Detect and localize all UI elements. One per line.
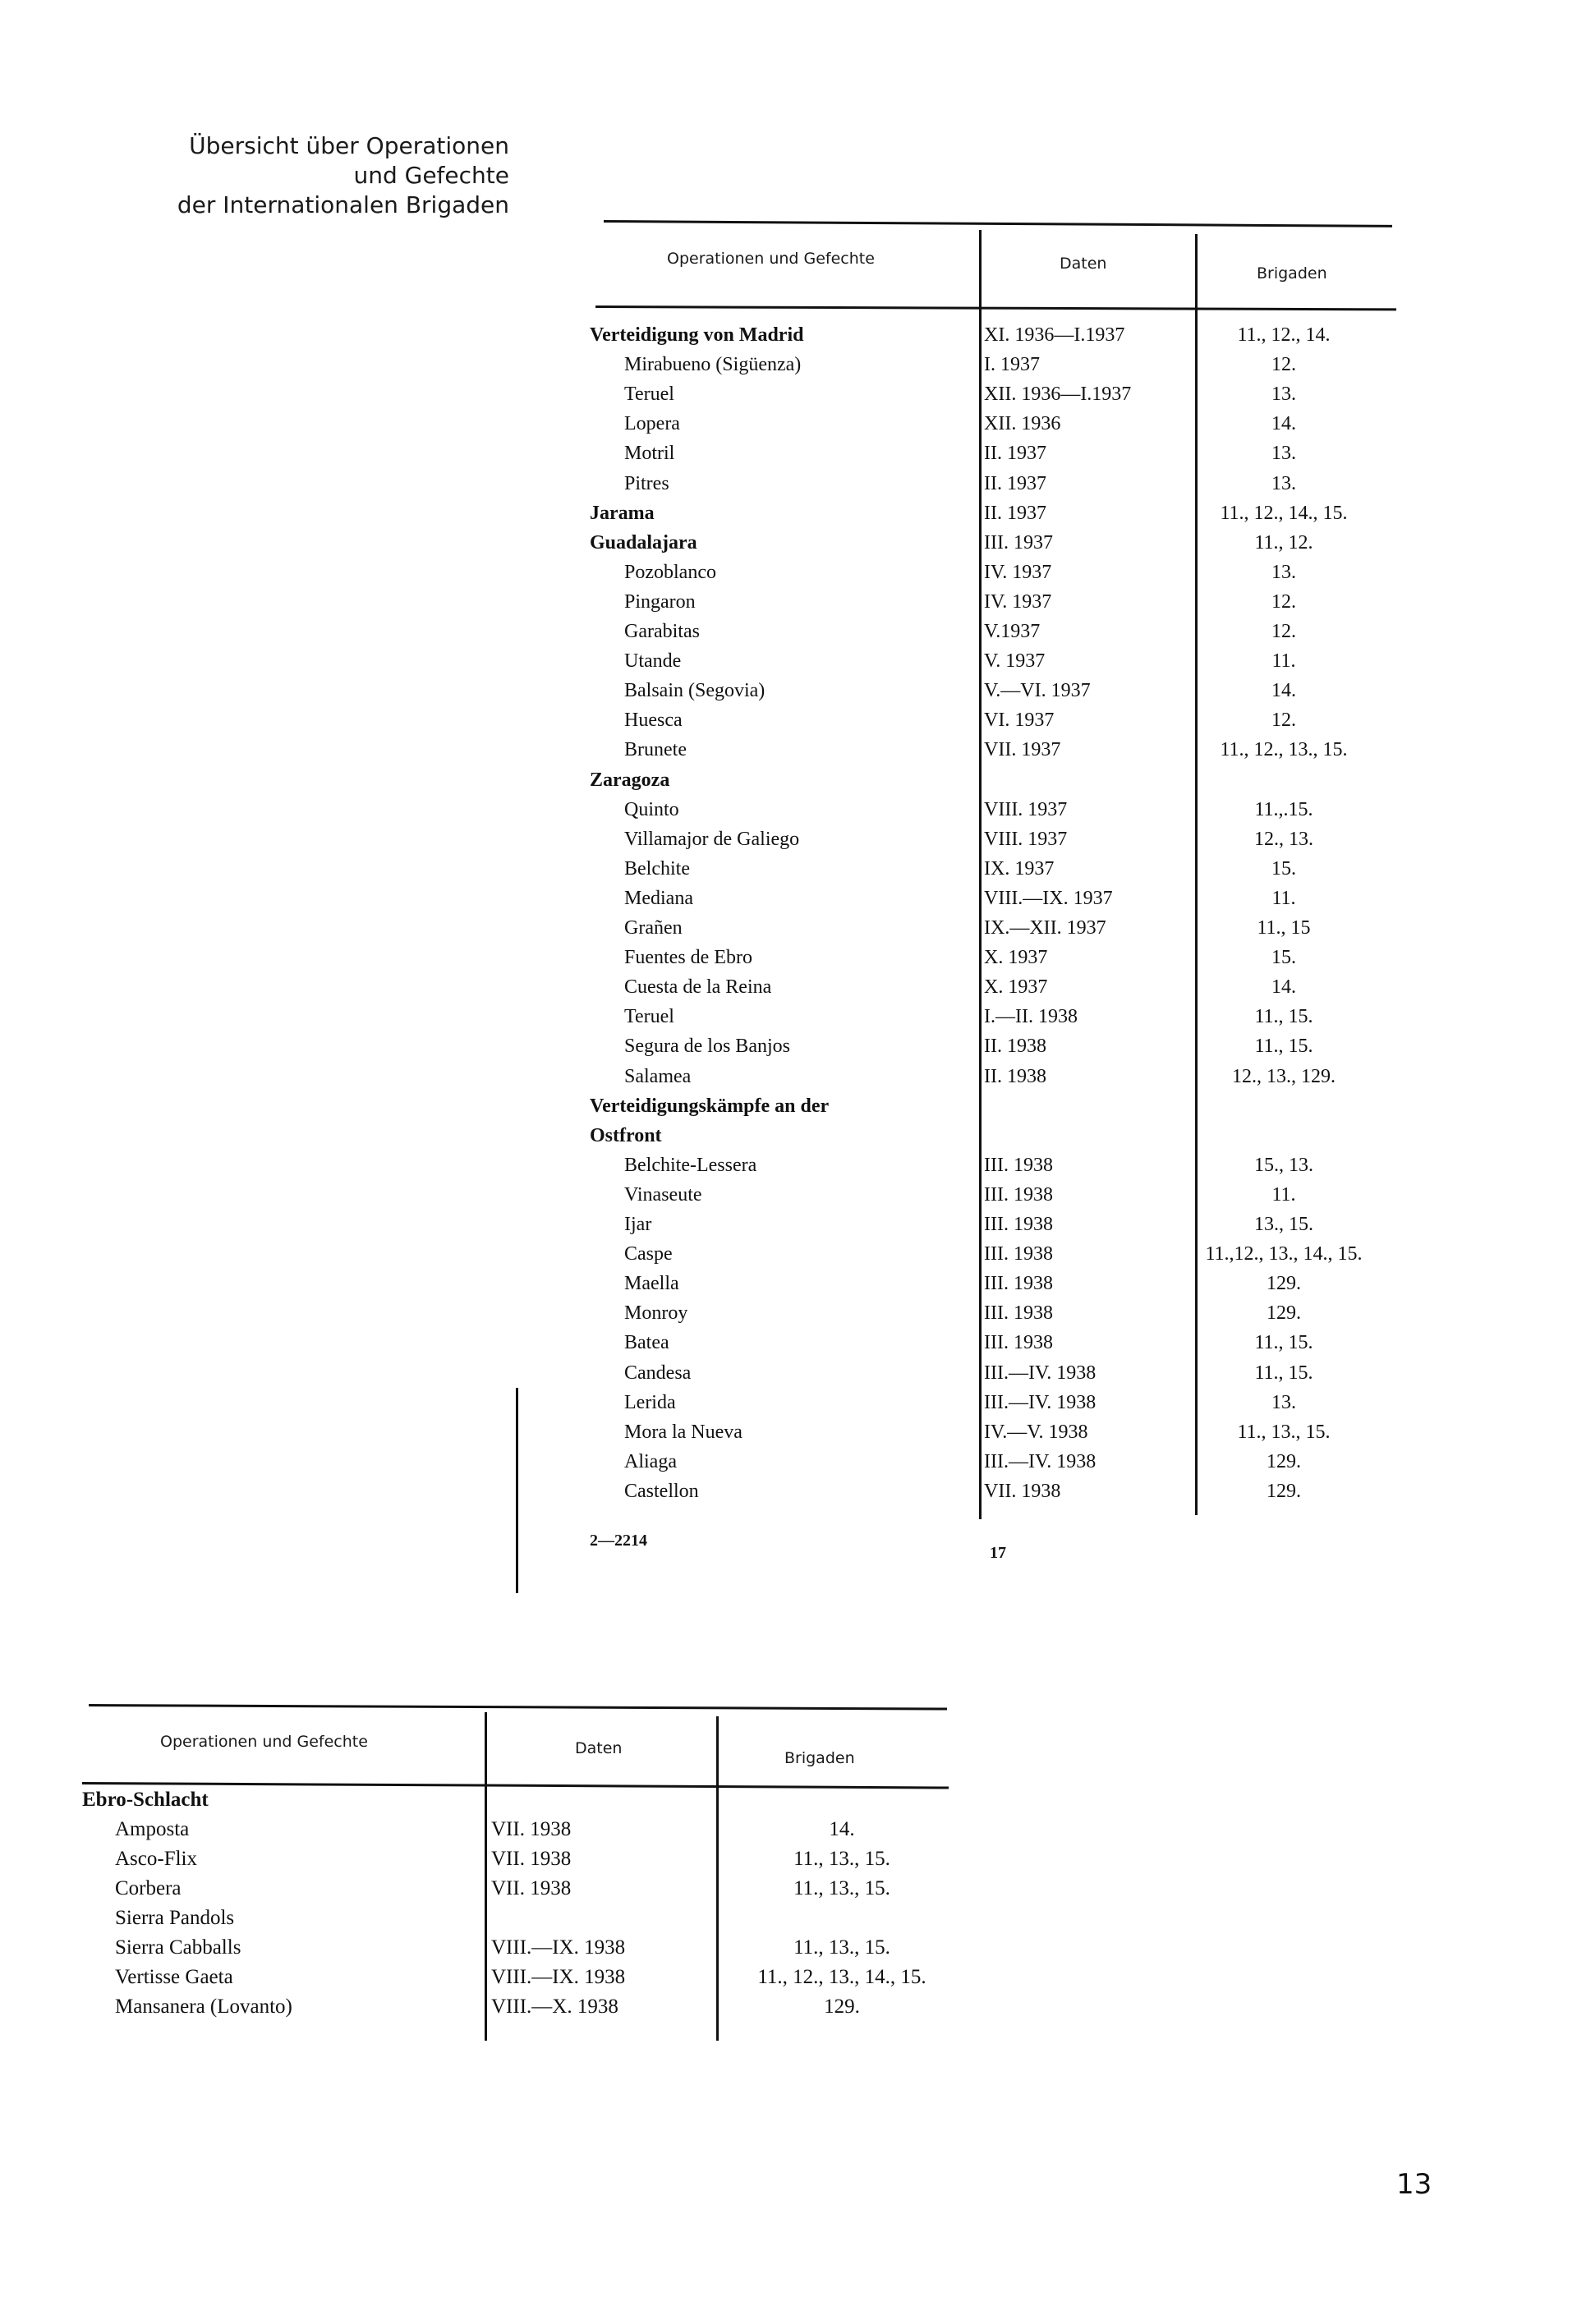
operation-brigades: 11., 15. (1254, 1332, 1313, 1354)
operation-date: VIII. 1937 (984, 798, 1068, 820)
operation-date: VIII.—IX. 1937 (984, 887, 1113, 909)
table-row (590, 621, 1411, 648)
operation-date: VIII.—X. 1938 (491, 1996, 618, 2018)
table-row (590, 562, 1411, 589)
column-header-dates: Daten (1060, 255, 1107, 273)
table-row (82, 1966, 926, 1993)
operation-brigades: 14. (829, 1818, 855, 1840)
table-row (590, 384, 1411, 411)
operation-date: III. 1938 (984, 1243, 1053, 1265)
table-row (590, 1155, 1411, 1182)
table-row (590, 532, 1411, 559)
signature-mark: 2—2214 (590, 1532, 647, 1550)
table-row (590, 503, 1411, 530)
operation-date: III. 1938 (984, 1273, 1053, 1295)
operation-name: Teruel (624, 384, 674, 406)
table-row (590, 591, 1411, 618)
operation-brigades: 12. (1271, 590, 1296, 613)
operation-brigades: 11., 15. (1254, 1036, 1313, 1058)
operation-brigades: 11., 15 (1257, 917, 1311, 939)
operation-name: Teruel (624, 1006, 674, 1028)
operation-brigades: 129. (1267, 1273, 1301, 1295)
operation-date: VII. 1937 (984, 739, 1061, 761)
operation-brigades: 11., 12., 14., 15. (1220, 502, 1348, 524)
table-row (82, 1789, 903, 1816)
operation-date: III. 1938 (984, 1214, 1053, 1235)
table-row (590, 1332, 1411, 1359)
table-row (590, 1006, 1411, 1033)
operation-name: Villamajor de Galiego (624, 828, 800, 850)
operation-date: III.—IV. 1938 (984, 1391, 1097, 1413)
operation-name: Monroy (624, 1302, 688, 1325)
operation-brigades: 11., 12., 13., 14., 15. (757, 1966, 926, 1988)
operation-brigades: 11., 12. (1254, 531, 1313, 553)
operation-group-name: Ebro-Schlacht (82, 1789, 209, 1811)
operation-name: Segura de los Banjos (624, 1036, 790, 1058)
operation-date: III.—IV. 1938 (984, 1450, 1097, 1472)
operation-name: Belchite (624, 857, 690, 880)
operation-name: Cuesta de la Reina (624, 976, 772, 999)
operation-name: Mansanera (Lovanto) (115, 1996, 292, 2018)
operation-date: XI. 1936—I.1937 (984, 324, 1125, 346)
operation-name: Mediana (624, 887, 693, 909)
operation-date: III. 1937 (984, 531, 1053, 553)
table-row (590, 799, 1411, 826)
page-number: 13 (1396, 2168, 1432, 2201)
operation-name: Castellon (624, 1480, 699, 1502)
operation-name: Amposta (115, 1818, 190, 1840)
inner-page-number: 17 (990, 1544, 1006, 1562)
operation-group-name: Verteidigungskämpfe an der (590, 1095, 830, 1117)
table-row (590, 710, 1411, 737)
heading-line-2: und Gefechte (353, 162, 509, 189)
operation-brigades: 13. (1271, 1391, 1296, 1413)
operation-brigades: 14. (1271, 680, 1296, 702)
operation-brigades: 11., 12., 14. (1237, 324, 1331, 346)
operation-date: I. 1937 (984, 354, 1040, 376)
table-row (590, 1066, 1411, 1093)
operation-name: Asco-Flix (115, 1848, 197, 1870)
operation-name: Sierra Pandols (115, 1907, 235, 1929)
operation-brigades: 13. (1271, 443, 1296, 465)
operation-date: VII. 1938 (491, 1848, 572, 1870)
operation-date: V. 1937 (984, 650, 1046, 673)
operation-date: IV.—V. 1938 (984, 1421, 1088, 1443)
heading-line-3: der Internationalen Brigaden (177, 191, 509, 218)
table-row (590, 1125, 1411, 1152)
table-row (590, 976, 1411, 1004)
operation-name: Vertisse Gaeta (115, 1966, 233, 1988)
operation-name: Belchite-Lessera (624, 1154, 757, 1176)
table-row (590, 1362, 1411, 1389)
lower-column-header-operations: Operationen und Gefechte (160, 1733, 368, 1751)
operation-name: Utande (624, 650, 682, 673)
operation-name: Pozoblanco (624, 561, 716, 583)
operation-group-name: Zaragoza (590, 769, 670, 791)
operation-brigades: 13. (1271, 561, 1296, 583)
table-row (82, 1907, 903, 1934)
operation-brigades: 12. (1271, 354, 1296, 376)
table-row (590, 1243, 1411, 1270)
operation-name: Aliaga (624, 1450, 677, 1472)
operation-name: Lerida (624, 1391, 676, 1413)
operation-brigades: 129. (1267, 1450, 1301, 1472)
table-row (590, 1095, 1411, 1123)
table-row (590, 1273, 1411, 1300)
operation-name: Candesa (624, 1362, 692, 1384)
operation-date: IV. 1937 (984, 590, 1052, 613)
operation-brigades: 11., 13., 15. (1237, 1421, 1331, 1443)
table-row (590, 858, 1411, 885)
table-row (82, 1877, 903, 1904)
operation-brigades: 11. (1271, 1183, 1296, 1206)
operation-brigades: 14. (1271, 413, 1296, 435)
table-row (590, 1392, 1411, 1419)
table-row (590, 1036, 1411, 1063)
table-row (82, 1818, 903, 1845)
operation-brigades: 13. (1271, 384, 1296, 406)
operation-name: Caspe (624, 1243, 673, 1265)
operation-brigades: 11.,.15. (1254, 798, 1313, 820)
table-row (590, 769, 1411, 797)
margin-rule (516, 1388, 518, 1593)
operation-date: IX.—XII. 1937 (984, 917, 1106, 939)
operation-date: VI. 1937 (984, 710, 1055, 732)
operation-name: Maella (624, 1273, 679, 1295)
column-header-brigades: Brigaden (1257, 264, 1327, 282)
operation-name: Sierra Cabballs (115, 1936, 241, 1959)
table-row (590, 650, 1411, 677)
operation-date: III. 1938 (984, 1302, 1053, 1325)
operation-date: X. 1937 (984, 976, 1048, 999)
operation-name: Salamea (624, 1065, 692, 1087)
operation-brigades: 11., 13., 15. (793, 1936, 890, 1959)
table-row (590, 443, 1411, 470)
operation-brigades: 129. (1267, 1302, 1301, 1325)
operation-date: VIII.—IX. 1938 (491, 1936, 626, 1959)
operation-name: Brunete (624, 739, 687, 761)
operation-brigades: 11., 13., 15. (793, 1877, 890, 1899)
operation-date: VII. 1938 (984, 1480, 1061, 1502)
operation-name: Huesca (624, 710, 683, 732)
operation-brigades: 12., 13. (1254, 828, 1313, 850)
operation-date: I.—II. 1938 (984, 1006, 1078, 1028)
operation-brigades: 13. (1271, 472, 1296, 494)
operation-date: II. 1937 (984, 443, 1046, 465)
operation-date: III. 1938 (984, 1332, 1053, 1354)
operation-date: VII. 1938 (491, 1877, 572, 1899)
operation-name: Grañen (624, 917, 683, 939)
operation-date: III. 1938 (984, 1183, 1053, 1206)
table-row (82, 1996, 903, 2023)
table-row (590, 1302, 1411, 1330)
operation-group-name: Ostfront (590, 1124, 662, 1146)
operation-name: Garabitas (624, 621, 700, 642)
operation-name: Lopera (624, 413, 680, 435)
operation-date: VII. 1938 (491, 1818, 572, 1840)
operation-brigades: 14. (1271, 976, 1296, 999)
operation-date: XII. 1936 (984, 413, 1061, 435)
operation-name: Corbera (115, 1877, 182, 1899)
operation-date: IX. 1937 (984, 857, 1055, 880)
operation-name: Pingaron (624, 590, 696, 613)
operation-date: IV. 1937 (984, 561, 1052, 583)
operation-name: Vinaseute (624, 1183, 702, 1206)
heading-line-1: Übersicht über Operationen (189, 132, 509, 159)
operation-group-name: Guadalajara (590, 531, 697, 553)
table-row (590, 1214, 1411, 1241)
operation-brigades: 11. (1271, 887, 1296, 909)
operation-date: X. 1937 (984, 947, 1048, 969)
table-row (590, 947, 1411, 974)
operation-brigades: 11., 15. (1254, 1362, 1313, 1384)
operation-date: III. 1938 (984, 1154, 1053, 1176)
operation-date: VIII. 1937 (984, 828, 1068, 850)
operation-name: Fuentes de Ebro (624, 947, 752, 969)
operation-brigades: 13., 15. (1254, 1214, 1313, 1235)
table-row (590, 1451, 1411, 1478)
operation-brigades: 15. (1271, 947, 1296, 969)
table-row (590, 1184, 1411, 1211)
operation-brigades: 12., 13., 129. (1232, 1065, 1336, 1087)
operation-date: III.—IV. 1938 (984, 1362, 1097, 1384)
operation-date: XII. 1936—I.1937 (984, 384, 1132, 406)
operation-brigades: 12. (1271, 621, 1296, 642)
operation-brigades: 129. (824, 1996, 860, 2018)
table-row (590, 1421, 1411, 1449)
table-row (590, 739, 1411, 766)
table-row (82, 1936, 903, 1963)
operation-date: II. 1938 (984, 1036, 1046, 1058)
table-row (590, 1481, 1411, 1508)
table-row (590, 324, 1411, 351)
operation-brigades: 15. (1271, 857, 1296, 880)
operation-brigades: 11. (1271, 650, 1296, 673)
operation-brigades: 15., 13. (1254, 1154, 1313, 1176)
column-header-operations: Operationen und Gefechte (667, 250, 875, 268)
operation-name: Motril (624, 443, 675, 465)
operation-name: Ijar (624, 1214, 652, 1235)
operation-name: Balsain (Segovia) (624, 680, 766, 702)
operation-name: Quinto (624, 798, 679, 820)
operation-group-name: Jarama (590, 502, 655, 524)
table-row (590, 354, 1411, 381)
table-row (82, 1848, 903, 1875)
table-row (590, 829, 1411, 856)
table-row (590, 888, 1411, 915)
operation-name: Pitres (624, 472, 669, 494)
operation-date: VIII.—IX. 1938 (491, 1966, 626, 1988)
page-heading (123, 131, 509, 220)
operation-brigades: 11.,12., 13., 14., 15. (1205, 1243, 1363, 1265)
table-row (590, 413, 1411, 440)
operation-name: Batea (624, 1332, 669, 1354)
operation-date: II. 1937 (984, 472, 1046, 494)
operation-name: Mora la Nueva (624, 1421, 743, 1443)
lower-column-header-dates: Daten (575, 1739, 623, 1757)
operation-group-name: Verteidigung von Madrid (590, 324, 804, 346)
table-row (590, 917, 1411, 944)
table-row (590, 473, 1411, 500)
table-top-rule (604, 220, 1392, 227)
operation-date: V.1937 (984, 621, 1041, 642)
operation-brigades: 129. (1267, 1480, 1301, 1502)
lower-column-header-brigades: Brigaden (784, 1749, 855, 1767)
operation-brigades: 11., 12., 13., 15. (1220, 739, 1348, 761)
table-header-bottom-rule (595, 305, 1396, 310)
operation-date: II. 1938 (984, 1065, 1046, 1087)
operation-brigades: 12. (1271, 710, 1296, 732)
operation-brigades: 11., 13., 15. (793, 1848, 890, 1870)
lower-top-rule (89, 1704, 947, 1711)
operation-brigades: 11., 15. (1254, 1006, 1313, 1028)
table-row (590, 680, 1411, 707)
operation-date: V.—VI. 1937 (984, 680, 1091, 702)
operation-date: II. 1937 (984, 502, 1046, 524)
operation-name: Mirabueno (Sigüenza) (624, 354, 802, 376)
